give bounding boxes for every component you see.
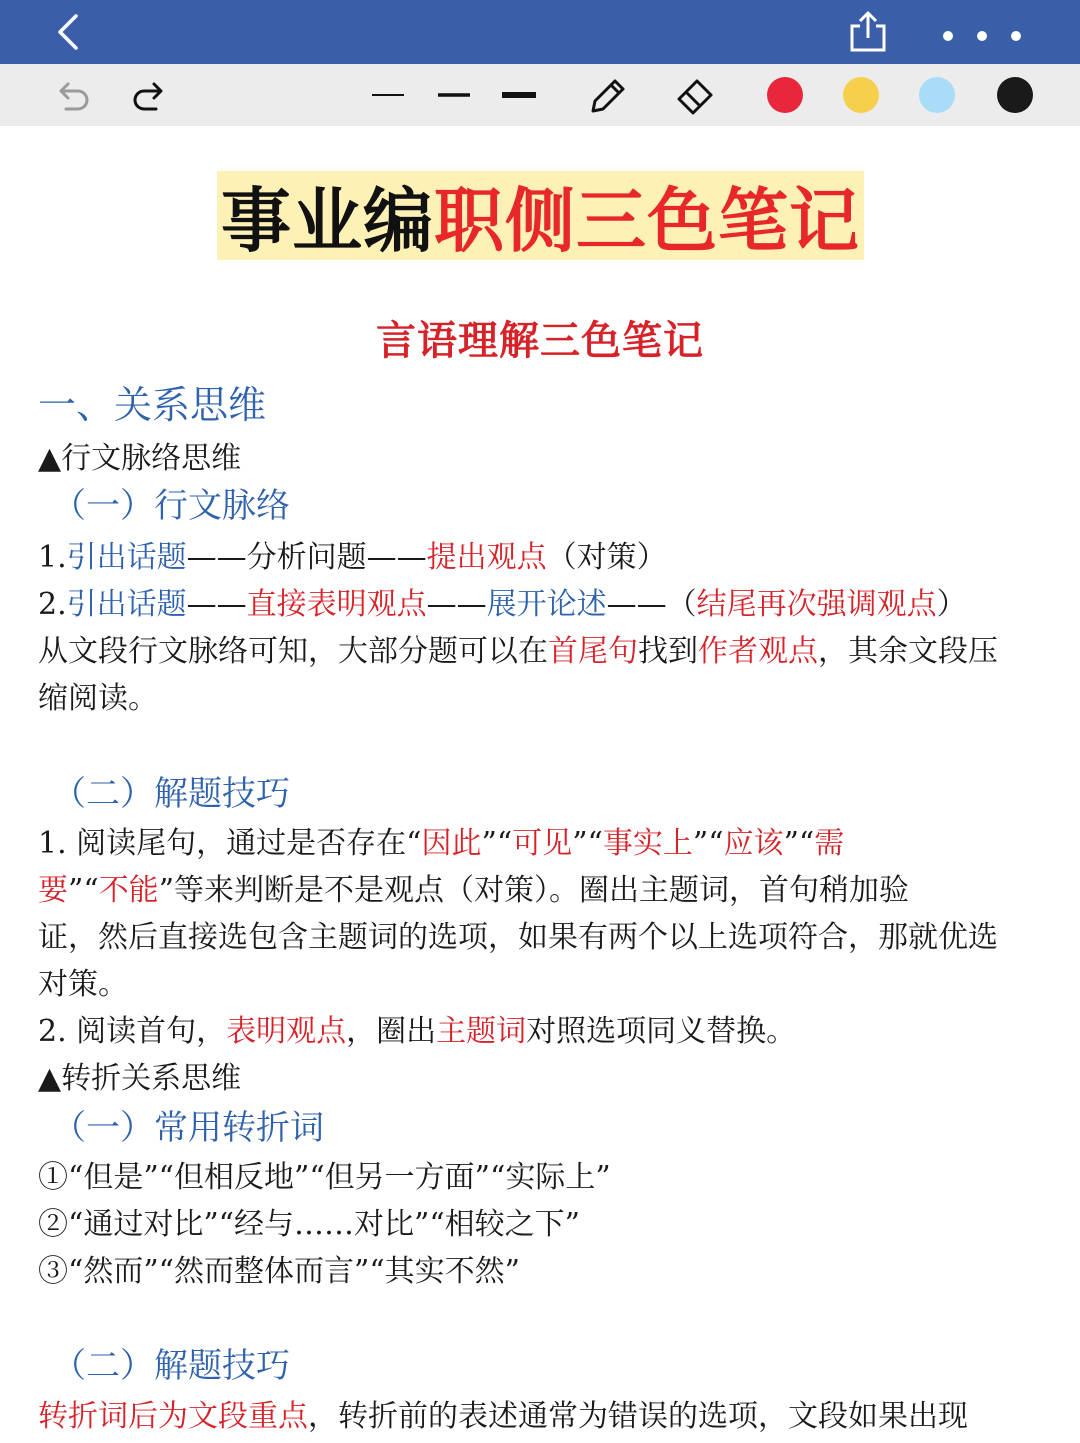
text-segment: ”“ xyxy=(481,826,513,861)
pen-icon[interactable] xyxy=(584,68,630,122)
swatch-dot xyxy=(919,77,955,113)
text-segment: 主题词 xyxy=(436,1014,527,1049)
text-segment: （对策） xyxy=(546,540,667,575)
text-segment: 结尾再次强调观点 xyxy=(696,587,937,622)
chevron-left-icon[interactable] xyxy=(48,12,88,52)
document-page xyxy=(0,126,1080,1443)
swatch-dot xyxy=(843,77,879,113)
text-segment: ，其余文段压 xyxy=(818,634,998,669)
text-segment: 找到 xyxy=(638,634,698,669)
text-segment: ，圈出 xyxy=(346,1014,437,1049)
more-dots-icon[interactable] xyxy=(936,18,1032,48)
text-segment: —— xyxy=(426,587,487,622)
text-segment: ——分析问题—— xyxy=(186,540,427,575)
subsection-heading: （二）解题技巧 xyxy=(52,1346,290,1386)
color-black-swatch[interactable] xyxy=(996,68,1034,122)
text-segment: ”“ xyxy=(783,826,815,861)
section-heading: 一、关系思维 xyxy=(38,383,267,427)
text-segment: 作者观点 xyxy=(698,634,818,669)
text-segment: 应该 xyxy=(723,826,784,861)
text-segment: 不能 xyxy=(98,873,159,908)
swatch-dot xyxy=(997,77,1033,113)
triangle-label: ▲转折关系思维 xyxy=(38,1061,242,1096)
text-segment: ，转折前的表述通常为错误的选项，文段如果出现 xyxy=(308,1399,968,1434)
text-segment: ——（ xyxy=(606,587,697,622)
text-segment: 1. xyxy=(38,540,67,575)
paragraph-line xyxy=(38,534,1048,581)
annotation-toolbar xyxy=(0,64,1080,126)
text-segment: 引出话题 xyxy=(66,540,187,575)
text-segment: 引出话题 xyxy=(66,587,187,622)
list-item: ②“通过对比”“经与……对比”“相较之下” xyxy=(38,1207,581,1242)
thin-line-icon[interactable] xyxy=(370,68,406,122)
text-segment: 首尾句 xyxy=(548,634,638,669)
subsection-heading: （一）行文脉络 xyxy=(52,486,290,526)
text-segment: —— xyxy=(186,587,247,622)
share-icon[interactable] xyxy=(846,10,890,54)
page-title xyxy=(217,171,864,260)
subsection-heading: （二）解题技巧 xyxy=(52,774,290,814)
title-part-red: 职侧三色笔记 xyxy=(434,179,860,262)
paragraph-line xyxy=(38,1393,1048,1440)
thick-line-icon[interactable] xyxy=(500,68,538,122)
text-segment: 1. 阅读尾句，通过是否存在“ xyxy=(38,826,422,861)
text-segment: 需 xyxy=(814,826,845,861)
text-segment: 因此 xyxy=(421,826,482,861)
list-item: ③“然而”“然而整体而言”“其实不然” xyxy=(38,1254,521,1289)
eraser-icon[interactable] xyxy=(672,68,718,122)
color-red-swatch[interactable] xyxy=(766,68,804,122)
paragraph-line xyxy=(38,867,1048,914)
text-segment: 转折词后为文段重点 xyxy=(38,1399,308,1434)
swatch-dot xyxy=(767,77,803,113)
title-part-black: 事业编 xyxy=(221,179,434,262)
text-segment: 直接表明观点 xyxy=(246,587,427,622)
paragraph-line xyxy=(38,1008,1048,1055)
text-segment: 2. xyxy=(38,587,67,622)
text-segment: 展开论述 xyxy=(486,587,607,622)
paragraph-line: 对策。 xyxy=(38,967,128,1002)
text-segment: 从文段行文脉络可知，大部分题可以在 xyxy=(38,634,548,669)
text-segment: 对照选项同义替换。 xyxy=(526,1014,797,1049)
paragraph-line xyxy=(38,628,1048,675)
text-segment: ”等来判断是不是观点（对策）。圈出主题词，首句稍加验 xyxy=(158,873,910,908)
text-segment: 可见 xyxy=(512,826,573,861)
text-segment: ”“ xyxy=(68,873,99,908)
paragraph-line: 证，然后直接选包含主题词的选项，如果有两个以上选项符合，那就优选 xyxy=(38,920,998,955)
top-navigation-bar xyxy=(0,0,1080,64)
text-segment: 2. 阅读首句， xyxy=(38,1014,227,1049)
subsection-heading: （一）常用转折词 xyxy=(52,1108,324,1148)
triangle-label: ▲行文脉络思维 xyxy=(38,441,242,476)
text-segment: 要 xyxy=(38,873,68,908)
text-segment: 表明观点 xyxy=(226,1014,347,1049)
paragraph-line: 缩阅读。 xyxy=(38,681,158,716)
paragraph-line xyxy=(38,581,1048,628)
paragraph-line xyxy=(38,820,1048,867)
color-yellow-swatch[interactable] xyxy=(842,68,880,122)
redo-icon[interactable] xyxy=(128,68,172,122)
page-subtitle: 言语理解三色笔记 xyxy=(376,317,704,364)
text-segment: 提出观点 xyxy=(426,540,547,575)
medium-line-icon[interactable] xyxy=(436,68,472,122)
color-lightblue-swatch[interactable] xyxy=(918,68,956,122)
text-segment: ） xyxy=(936,587,967,622)
text-segment: ”“ xyxy=(572,826,603,861)
undo-icon[interactable] xyxy=(50,68,94,122)
text-segment: ”“ xyxy=(692,826,724,861)
text-segment: 事实上 xyxy=(602,826,693,861)
list-item: ①“但是”“但相反地”“但另一方面”“实际上” xyxy=(38,1160,611,1195)
